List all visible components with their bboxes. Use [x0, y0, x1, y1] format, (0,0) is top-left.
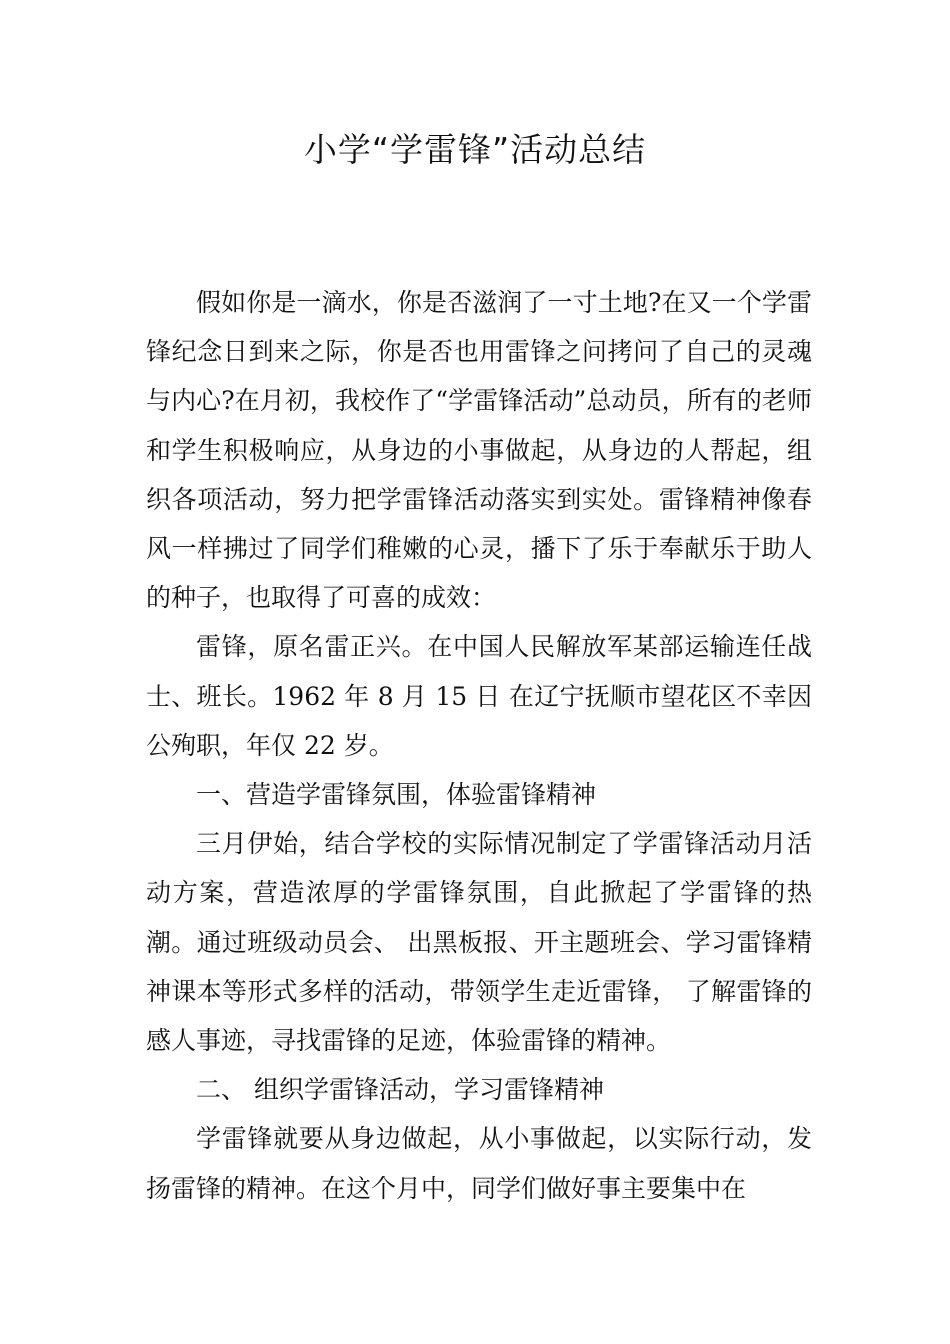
- section-heading-2: 二、 组织学雷锋活动，学习雷锋精神: [196, 1075, 604, 1105]
- document-title: 小学“学雷锋”活动总结: [303, 130, 647, 169]
- paragraph-section-1: 三月伊始，结合学校的实际情况制定了学雷锋活动月活动方案，营造浓厚的学雷锋氛围，自此掀起了学雷锋的热潮。通过班级动员会、 出黑板报、开主题班会、学习雷锋精神课本等形式多样的活动，带领学生走近雷锋， 了解雷锋的感人事迹，寻找雷锋的足迹，体验雷锋的精神。: [146, 829, 812, 1056]
- paragraph-section-2: 学雷锋就要从身边做起，从小事做起，以实际行动，发扬雷锋的精神。在这个月中，同学们做好事主要集中在: [146, 1124, 812, 1203]
- section-heading-1: 一、营造学雷锋氛围，体验雷锋精神: [196, 780, 597, 810]
- paragraph-leifeng-bio: 雷锋，原名雷正兴。在中国人民解放军某部运输连任战士、班长。1962 年 8 月 15 日 在辽宁抚顺市望花区不幸因公殉职，年仅 22 岁。: [146, 632, 812, 760]
- paragraph-intro: 假如你是一滴水，你是否滋润了一寸土地?在又一个学雷锋纪念日到来之际，你是否也用雷锋之问拷问了自己的灵魂与内心?在月初，我校作了“学雷锋活动”总动员，所有的老师和学生积极响应，从身边的小事做起，从身边的人帮起，组织各项活动，努力把学雷锋活动落实到实处。雷锋精神像春风一样拂过了同学们稚嫩的心灵，播下了乐于奉献乐于助人的种子，也取得了可喜的成效：: [146, 288, 812, 613]
- document-body: [146, 278, 812, 1213]
